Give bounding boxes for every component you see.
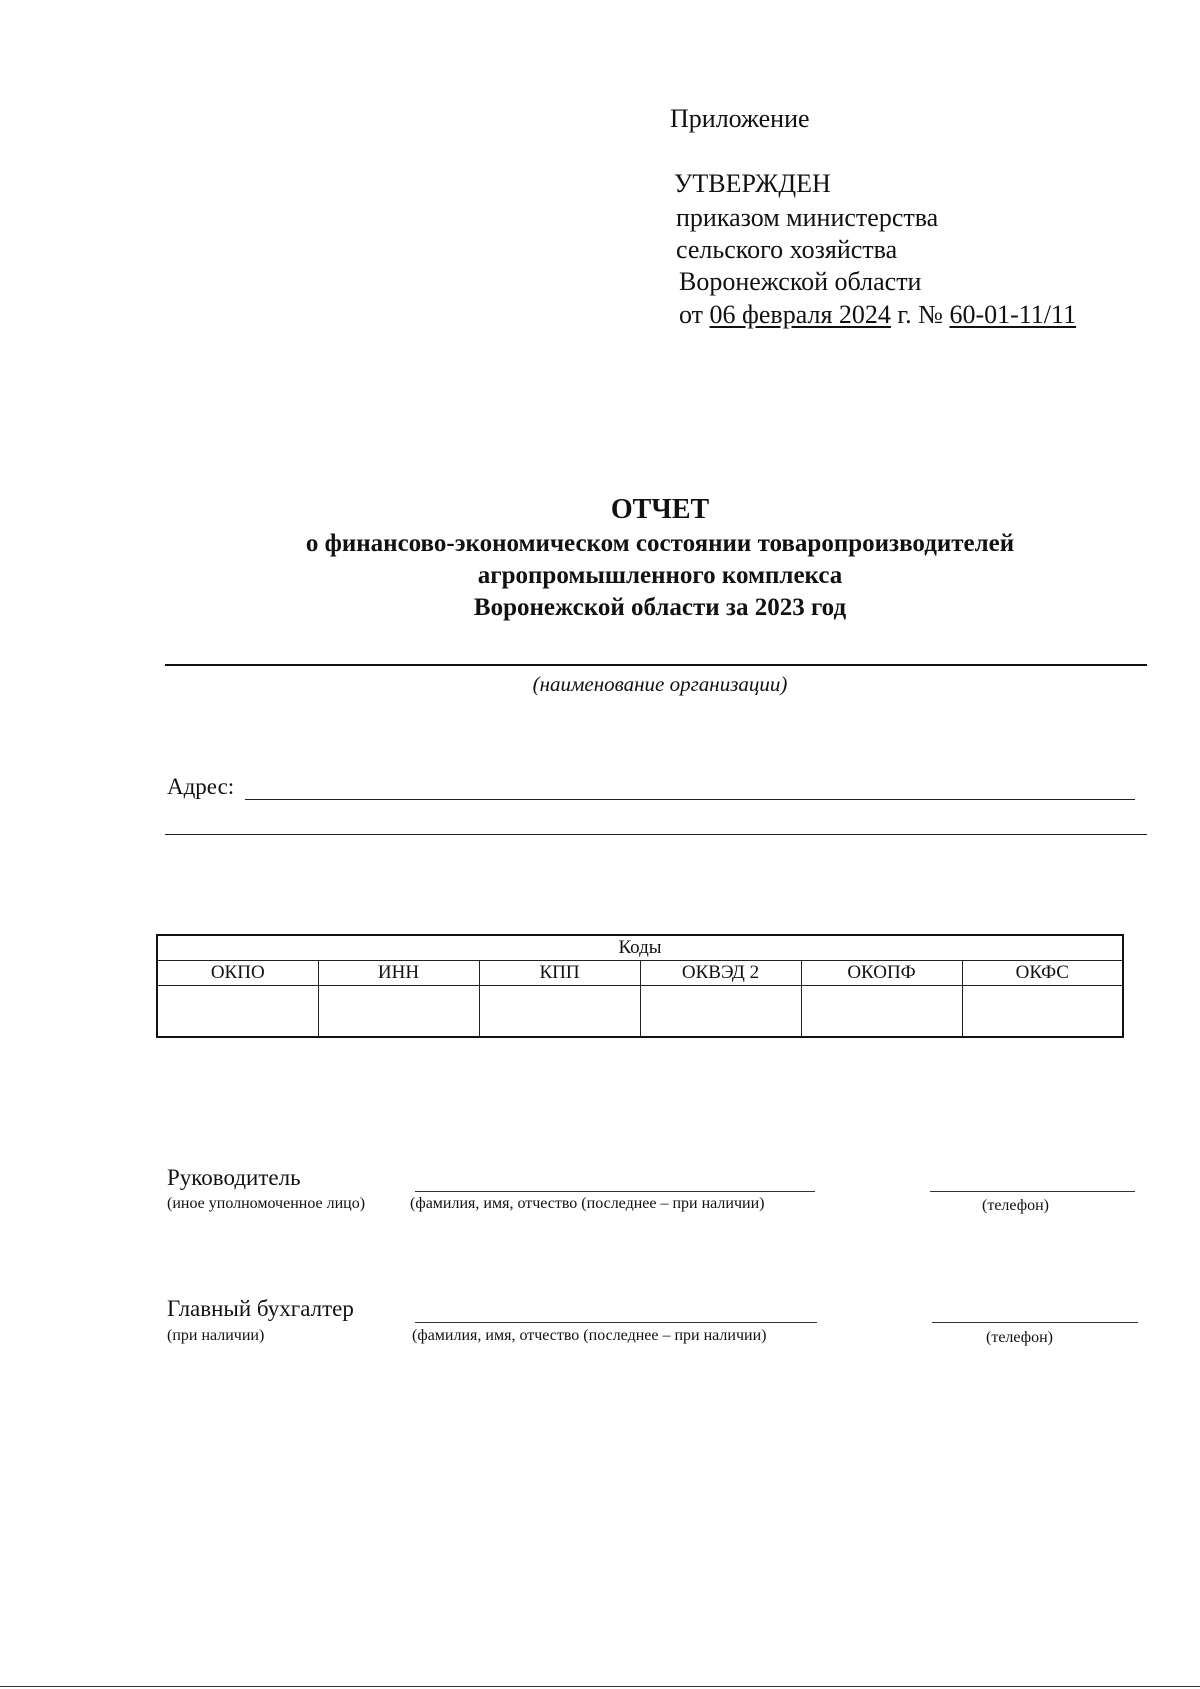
head-role-note: (иное уполномоченное лицо) (167, 1195, 366, 1212)
accountant-name-field[interactable] (415, 1322, 817, 1323)
head-name-field[interactable] (415, 1191, 815, 1192)
code-value-kpp[interactable] (479, 986, 640, 1038)
approval-line-region: Воронежской области (679, 267, 922, 296)
code-column-okved2: ОКВЭД 2 (640, 961, 801, 986)
code-value-okfs[interactable] (962, 986, 1123, 1038)
codes-table (156, 934, 1124, 1038)
report-title-line-3: Воронежской области за 2023 год (473, 594, 847, 621)
code-column-okopf: ОКОПФ (801, 961, 962, 986)
organization-name-field[interactable] (165, 664, 1147, 666)
approval-date-prefix: от (679, 300, 704, 329)
accountant-phone-note: (телефон) (986, 1329, 1053, 1346)
accountant-title: Главный бухгалтер (167, 1296, 354, 1321)
head-title: Руководитель (167, 1165, 301, 1190)
approved-stamp-text: УТВЕРЖДЕН (674, 169, 831, 198)
code-column-inn: ИНН (318, 961, 479, 986)
approval-line-agriculture: сельского хозяйства (676, 235, 898, 264)
codes-header: Коды (157, 935, 1123, 961)
code-column-kpp: КПП (479, 961, 640, 986)
head-name-note: (фамилия, имя, отчество (последнее – при наличии) (410, 1195, 765, 1212)
head-phone-field[interactable] (930, 1191, 1135, 1192)
approval-number-prefix: г. № (897, 300, 943, 329)
report-title-line-1: о финансово-экономическом состоянии товаропроизводителей (305, 530, 1015, 557)
approval-number: 60-01-11/11 (949, 300, 1077, 329)
accountant-name-note: (фамилия, имя, отчество (последнее – при наличии) (412, 1327, 767, 1344)
accountant-role-note: (при наличии) (167, 1327, 265, 1344)
codes-columns-row (157, 961, 1123, 986)
report-title-line-2: агропромышленного комплекса (477, 562, 843, 589)
code-value-okpo[interactable] (157, 986, 318, 1038)
codes-values-row (157, 986, 1123, 1038)
approval-line-ministry: приказом министерства (676, 203, 939, 232)
code-column-okpo: ОКПО (157, 961, 318, 986)
code-value-okopf[interactable] (801, 986, 962, 1038)
organization-name-caption: (наименование организации) (532, 672, 788, 696)
page-bottom-edge (0, 1686, 1200, 1687)
approval-date-line (679, 300, 1076, 330)
accountant-phone-field[interactable] (932, 1322, 1138, 1323)
code-column-okfs: ОКФС (962, 961, 1123, 986)
report-title (160, 492, 1160, 624)
codes-header-row (157, 935, 1123, 961)
approval-date: 06 февраля 2024 (709, 300, 891, 329)
head-phone-note: (телефон) (982, 1197, 1049, 1214)
address-field-line-2[interactable] (165, 834, 1147, 835)
address-label: Адрес: (167, 774, 235, 799)
appendix-label: Приложение (670, 104, 810, 133)
code-value-inn[interactable] (318, 986, 479, 1038)
address-field-line-1[interactable] (245, 799, 1135, 800)
code-value-okved2[interactable] (640, 986, 801, 1038)
report-title-main: ОТЧЕТ (610, 494, 710, 525)
